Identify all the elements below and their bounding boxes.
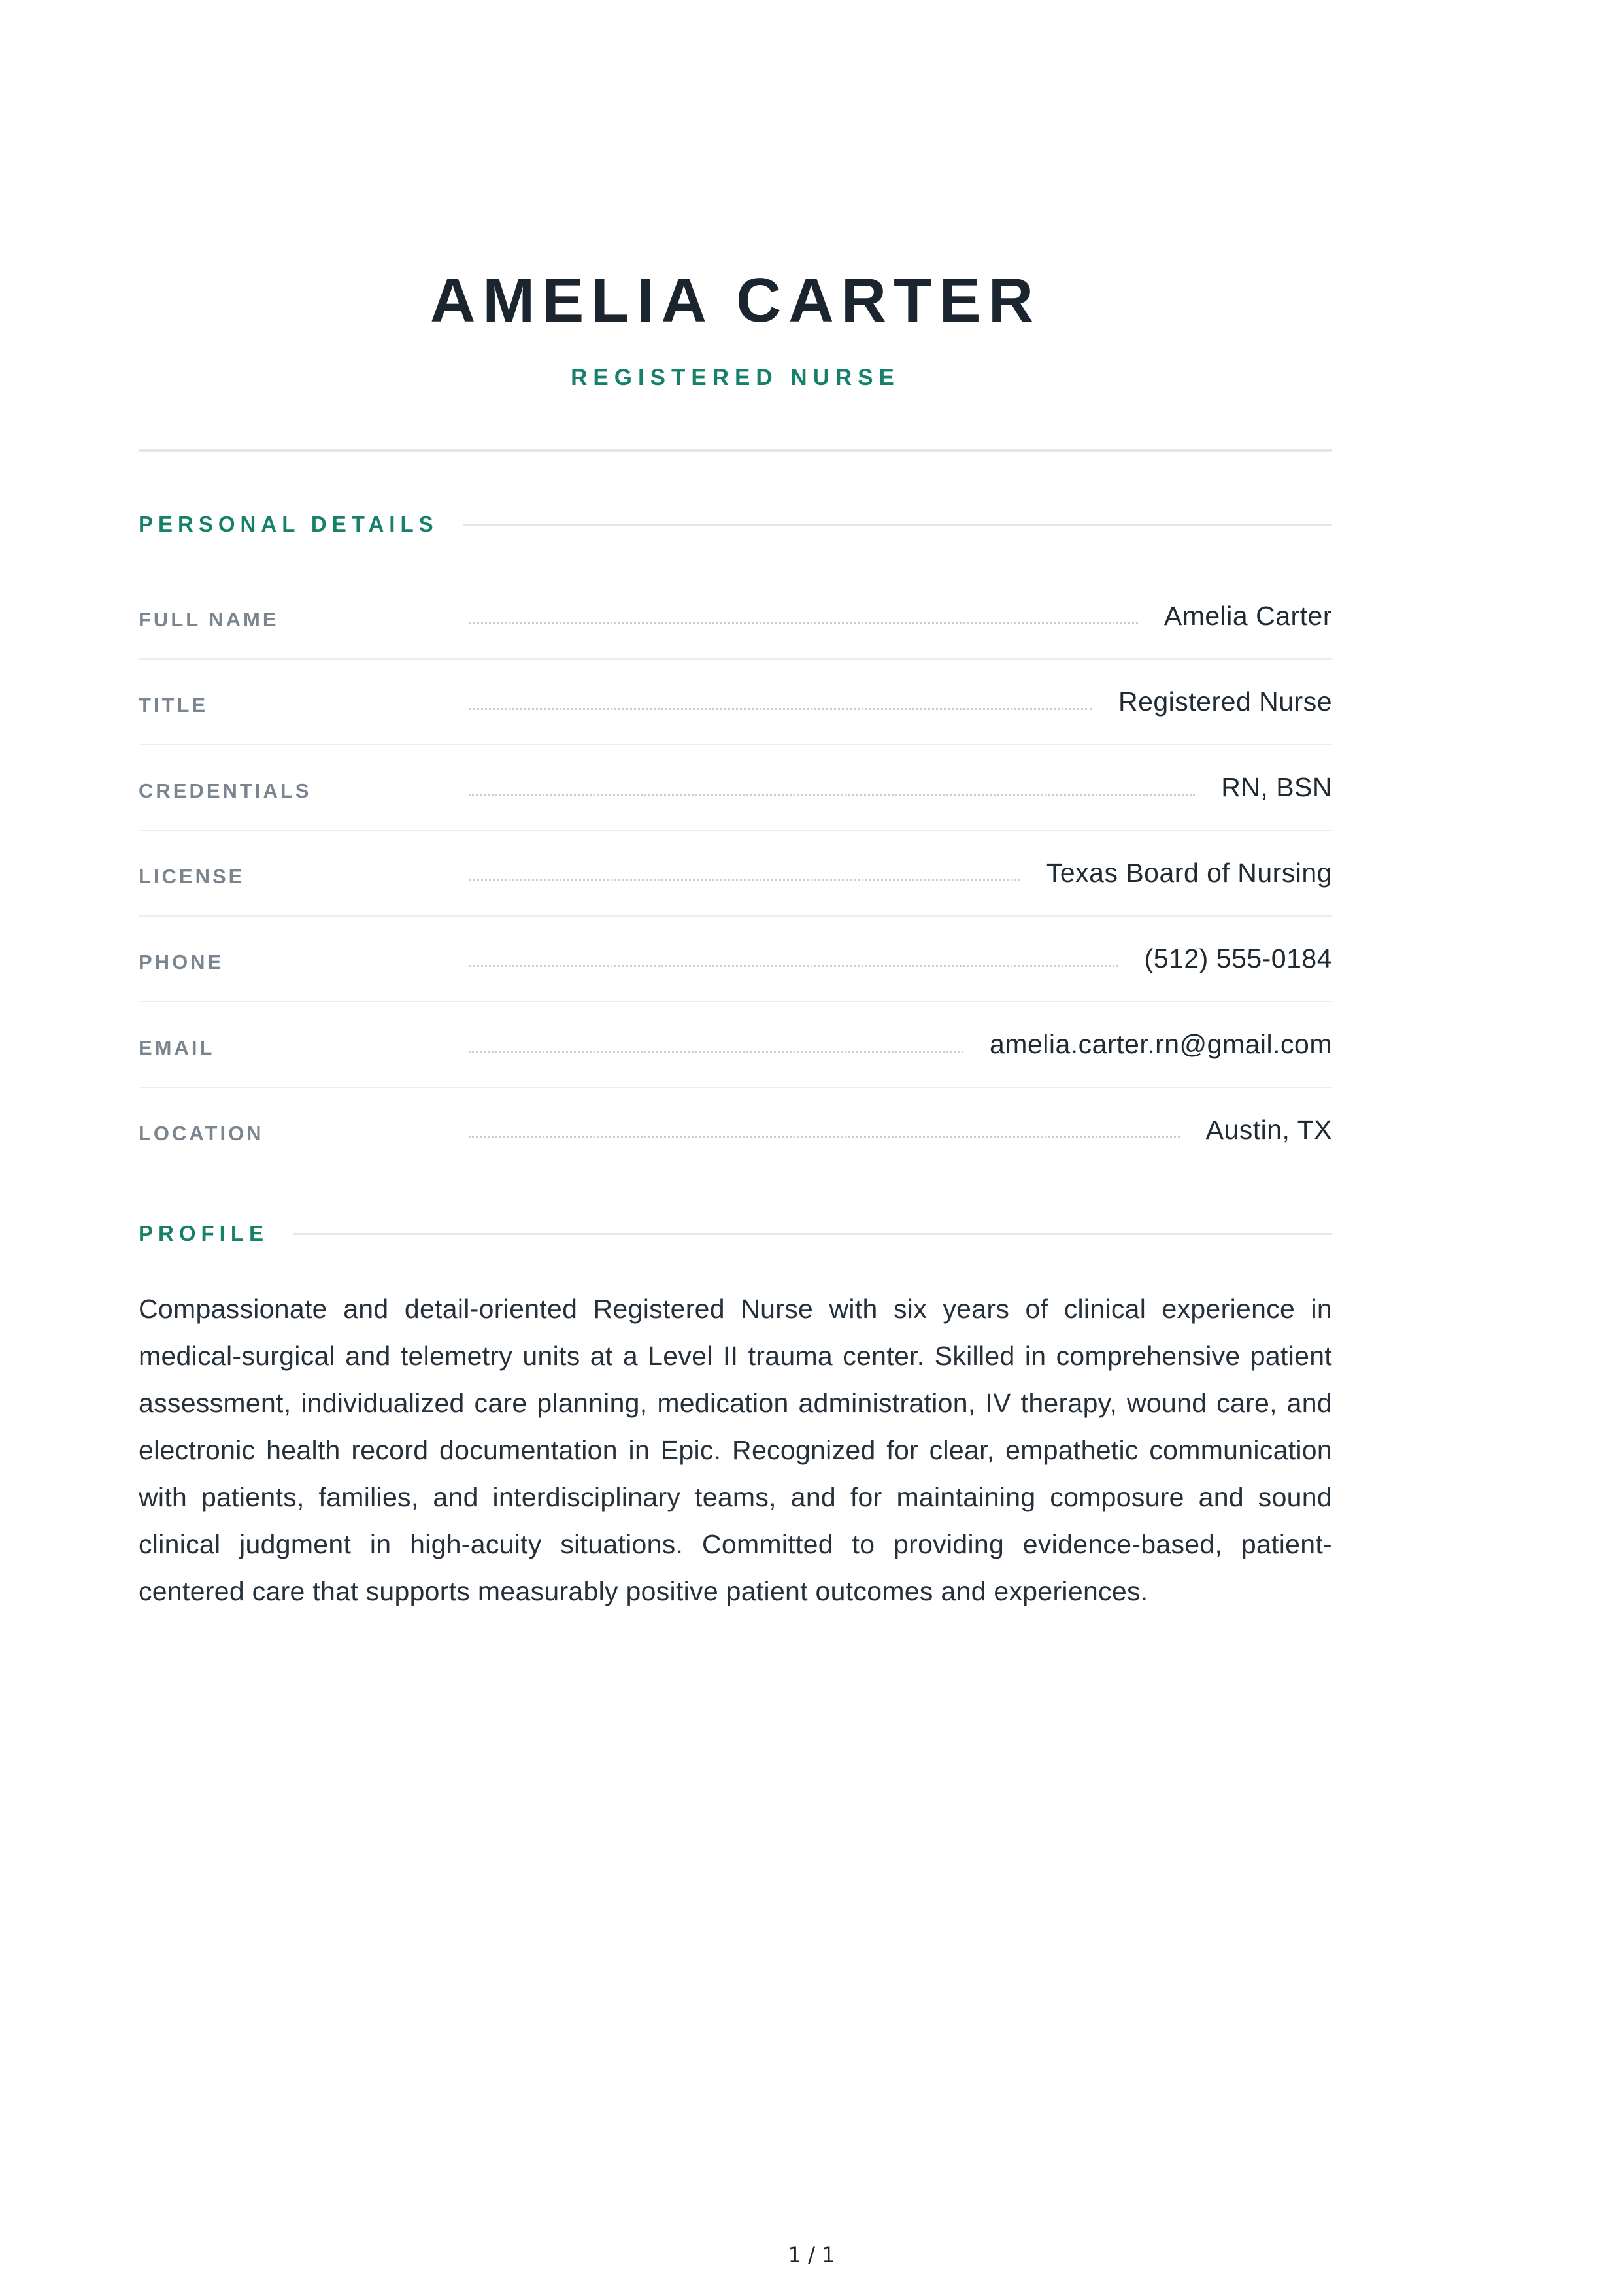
detail-value: Austin, TX bbox=[1205, 1115, 1332, 1145]
dotted-leader bbox=[469, 794, 1195, 796]
detail-value: Registered Nurse bbox=[1118, 686, 1332, 717]
personal-details-heading-row bbox=[139, 508, 1332, 541]
resume-page bbox=[139, 0, 1332, 2296]
detail-value: Texas Board of Nursing bbox=[1046, 858, 1332, 888]
dotted-leader bbox=[469, 1136, 1180, 1138]
dotted-leader bbox=[469, 965, 1118, 967]
detail-value: (512) 555-0184 bbox=[1144, 943, 1332, 973]
section-divider bbox=[293, 1233, 1332, 1235]
detail-row-license bbox=[139, 831, 1332, 917]
dotted-leader bbox=[469, 708, 1092, 710]
detail-row-title bbox=[139, 660, 1332, 745]
detail-label: EMAIL bbox=[139, 1036, 215, 1059]
detail-row-email bbox=[139, 1002, 1332, 1088]
detail-label: LICENSE bbox=[139, 864, 245, 888]
profile-heading-row bbox=[139, 1217, 1332, 1250]
section-divider bbox=[463, 524, 1332, 526]
detail-label: TITLE bbox=[139, 693, 209, 717]
personal-details-list bbox=[139, 574, 1332, 1172]
resume-header bbox=[139, 258, 1332, 394]
detail-row-full-name bbox=[139, 574, 1332, 660]
candidate-title: REGISTERED NURSE bbox=[571, 365, 900, 390]
detail-row-phone bbox=[139, 917, 1332, 1002]
detail-label: LOCATION bbox=[139, 1121, 264, 1145]
detail-value: amelia.carter.rn@gmail.com bbox=[990, 1029, 1332, 1059]
detail-label: PHONE bbox=[139, 950, 224, 973]
header-divider bbox=[139, 449, 1332, 452]
profile-heading: PROFILE bbox=[139, 1221, 269, 1245]
detail-row-credentials bbox=[139, 745, 1332, 831]
dotted-leader bbox=[469, 1051, 963, 1053]
detail-row-location bbox=[139, 1088, 1332, 1172]
detail-value: RN, BSN bbox=[1221, 772, 1332, 802]
profile-summary: Compassionate and detail-oriented Registered Nurse with six years of clinical experience in medical-surgical and telemetry units at a Level II trauma center. Skilled in comprehensive patient assessment, individualized care planning, medication administration, IV therapy, wound care, and electronic health record documentation in Epic. Recognized for clear, empathetic communication with patients, families, and interdisciplinary teams, and for maintaining composure and sound clinical judgment in high-acuity situations. Committed to providing evidence-based, patient-centered care that supports measurably positive patient outcomes and experiences. bbox=[139, 1294, 1332, 1606]
detail-label: FULL NAME bbox=[139, 607, 279, 631]
dotted-leader bbox=[469, 879, 1020, 881]
personal-details-heading: PERSONAL DETAILS bbox=[139, 512, 439, 536]
detail-label: CREDENTIALS bbox=[139, 779, 312, 802]
page-number: 1 / 1 bbox=[788, 2242, 835, 2267]
dotted-leader bbox=[469, 622, 1138, 624]
detail-value: Amelia Carter bbox=[1163, 601, 1332, 631]
candidate-name: AMELIA CARTER bbox=[429, 265, 1041, 335]
